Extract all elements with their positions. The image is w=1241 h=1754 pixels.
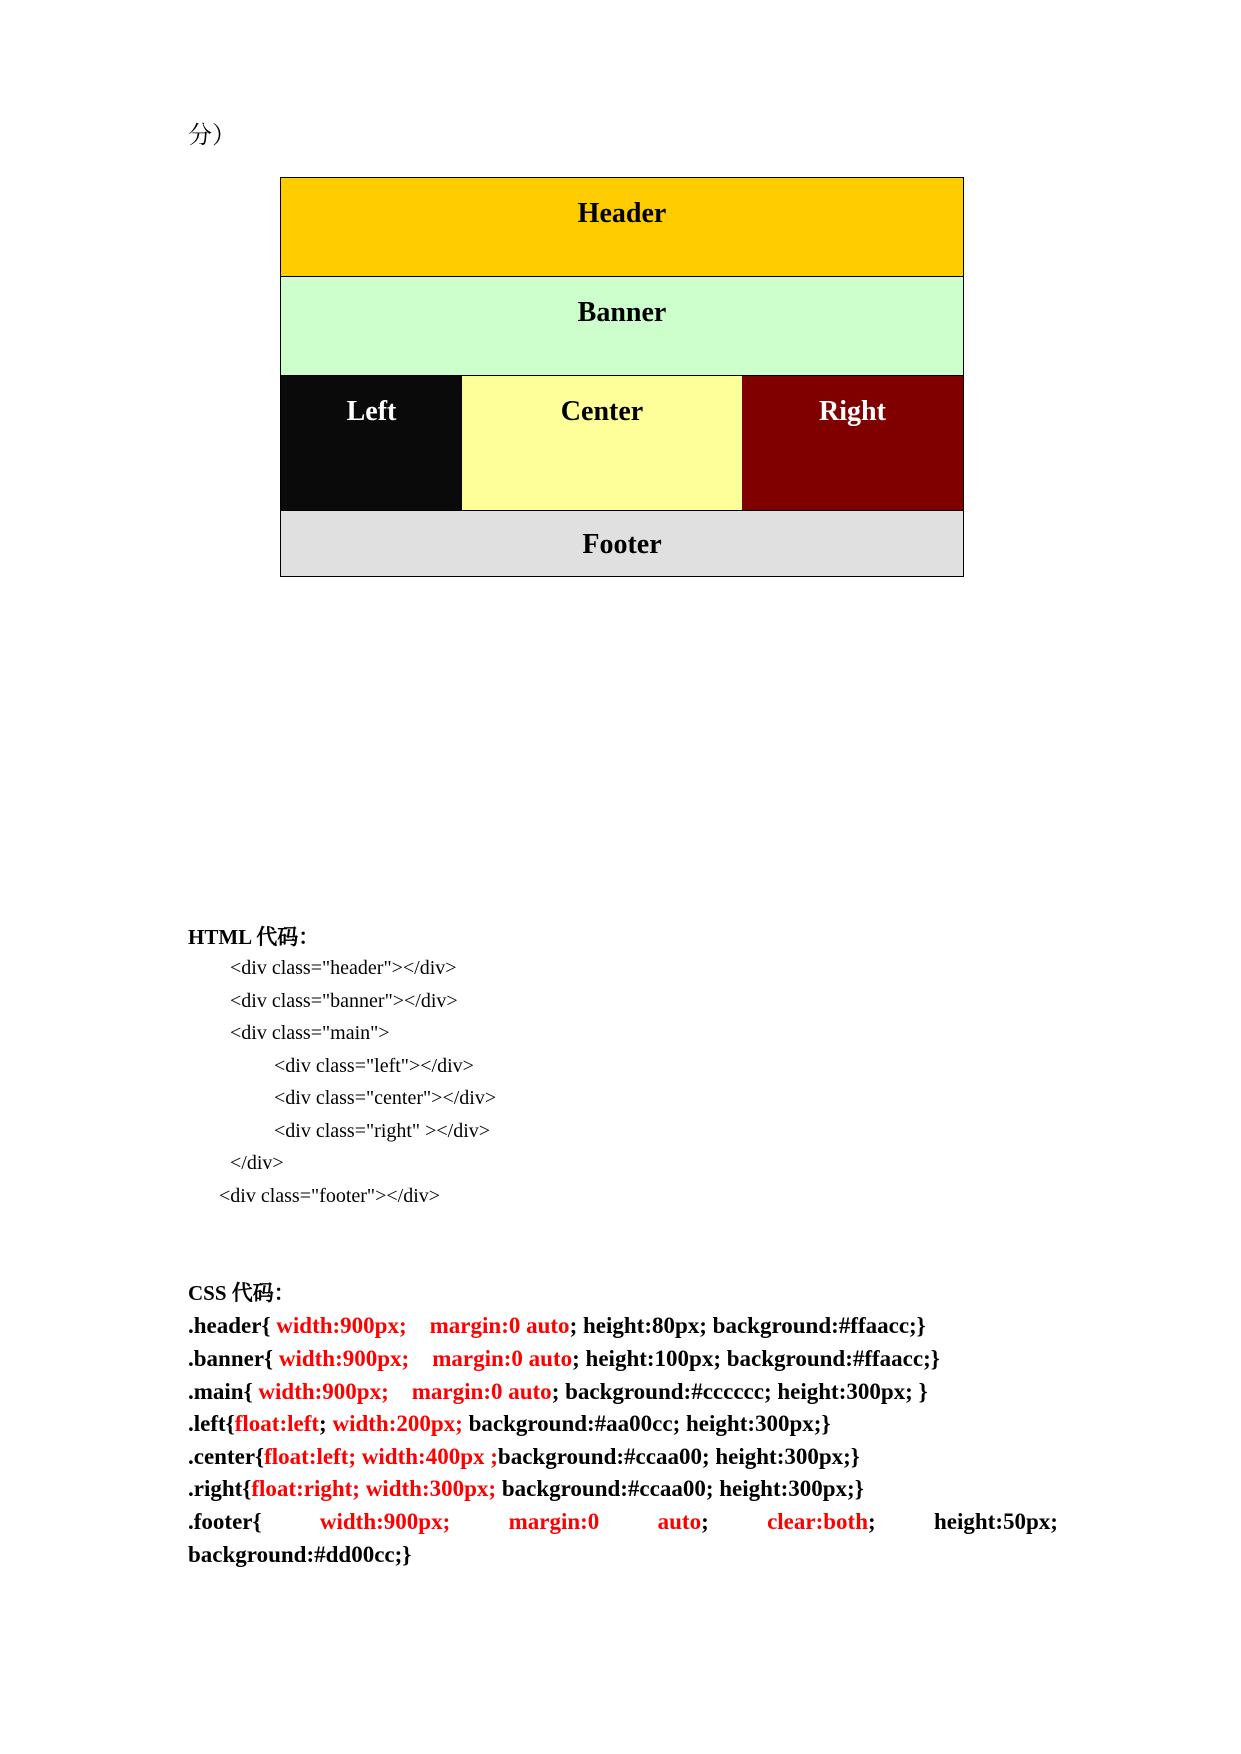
layout-diagram: [280, 177, 964, 577]
css-highlight: float:left: [234, 1411, 320, 1436]
css-rule-main: [188, 1380, 928, 1403]
css-rule-text: ;: [868, 1509, 876, 1534]
diagram-header-block: Header: [281, 178, 963, 277]
top-note: 分）: [188, 123, 236, 149]
diagram-footer-block: Footer: [281, 510, 963, 576]
css-rule-text: background:#ccaa00; height:300px;}: [497, 1444, 860, 1469]
html-code-line: <div class="center"></div>: [274, 1087, 497, 1109]
diagram-right-block: Right: [742, 376, 963, 510]
css-rule-left: [188, 1412, 831, 1435]
html-code-line: <div class="main">: [230, 1022, 390, 1044]
diagram-banner-block: Banner: [281, 277, 963, 376]
css-highlight: auto: [657, 1509, 702, 1534]
html-code-line: </div>: [230, 1152, 284, 1174]
html-code-line: <div class="left"></div>: [274, 1055, 474, 1077]
css-rule-text: .header{: [188, 1313, 277, 1338]
css-highlight: width:900px;: [276, 1313, 407, 1338]
css-rule-text: .center{: [188, 1444, 265, 1469]
css-rule-text: background:#aa00cc; height:300px;}: [462, 1411, 831, 1436]
html-code-line: <div class="banner"></div>: [230, 990, 458, 1012]
diagram-left-block: Left: [281, 376, 462, 510]
css-rule-header: [188, 1314, 926, 1337]
css-highlight: width:200px;: [332, 1411, 463, 1436]
css-highlight: margin:0 auto: [429, 1313, 570, 1338]
css-rule-text: ; height:100px; background:#ffaacc;}: [572, 1346, 940, 1371]
css-rule-banner: [188, 1347, 940, 1370]
css-rule-footer: [188, 1510, 1058, 1533]
css-highlight: width:900px;: [258, 1379, 389, 1404]
css-rule-text: .footer{: [188, 1509, 262, 1534]
css-rule-text: .right{: [188, 1476, 252, 1501]
css-rule-text: .left{: [188, 1411, 235, 1436]
css-code-title: CSS 代码：: [188, 1281, 295, 1305]
html-code-line: <div class="header"></div>: [230, 957, 457, 979]
css-rule-text: ; height:80px; background:#ffaacc;}: [569, 1313, 926, 1338]
css-highlight: width:900px;: [319, 1509, 451, 1534]
css-highlight: clear:both: [767, 1509, 868, 1534]
css-rule-text: background:#ccaa00; height:300px;}: [496, 1476, 864, 1501]
css-rule-center: [188, 1445, 860, 1468]
html-code-line: <div class="right" ></div>: [274, 1120, 491, 1142]
css-rule-text: ;: [701, 1509, 709, 1534]
css-highlight: float:left; width:400px ;: [264, 1444, 498, 1469]
css-highlight: margin:0 auto: [432, 1346, 573, 1371]
css-rule-text: ;: [319, 1411, 333, 1436]
html-code-title: HTML 代码：: [188, 925, 320, 949]
css-highlight: width:900px;: [278, 1346, 410, 1371]
html-code-line: <div class="footer"></div>: [219, 1185, 441, 1207]
diagram-center-block: Center: [462, 376, 742, 510]
css-rule-text: .main{: [188, 1379, 259, 1404]
css-rule-text: ; background:#cccccc; height:300px; }: [551, 1379, 928, 1404]
css-rule-right: [188, 1477, 864, 1500]
css-highlight: float:right; width:300px;: [251, 1476, 497, 1501]
css-rule-footer-cont: background:#dd00cc;}: [188, 1542, 412, 1567]
css-rule-text: height:50px;: [934, 1509, 1058, 1534]
css-highlight: margin:0: [508, 1509, 600, 1534]
css-rule-text: .banner{: [188, 1346, 279, 1371]
css-highlight: margin:0 auto: [411, 1379, 552, 1404]
